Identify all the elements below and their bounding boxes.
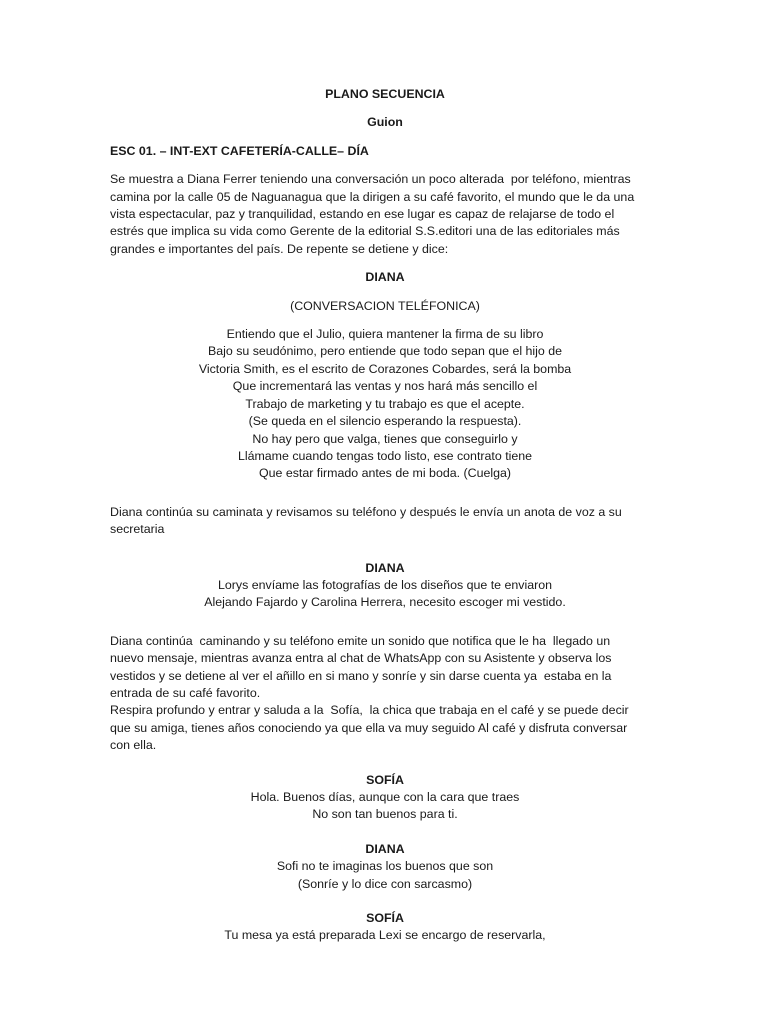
paragraph-line: nuevo mensaje, mientras avanza entra al chat de WhatsApp con su Asistente y observa los [110, 651, 612, 666]
action-paragraph-1 [110, 171, 660, 258]
paragraph-line: que su amiga, tienes años conociendo ya que ella va muy seguido Al café y disfruta conversar [110, 720, 628, 735]
dialogue-line: Tu mesa ya está preparada Lexi se encargo de reservarla, [224, 928, 546, 943]
parenthetical: (CONVERSACION TELÉFONICA) [290, 298, 480, 313]
document-title: PLANO SECUENCIA [325, 87, 445, 101]
dialogue-block-5 [110, 927, 660, 944]
dialogue-line: Victoria Smith, es el escrito de Corazones Cobardes, será la bomba [198, 361, 572, 376]
paragraph-line: secretaria [110, 522, 165, 537]
action-paragraph-2 [110, 504, 660, 539]
character-name: DIANA [365, 270, 405, 285]
paragraph-line: grandes e importantes del país. De repente se detiene y dice: [110, 241, 449, 256]
character-name: DIANA [365, 841, 405, 856]
dialogue-line: No son tan buenos para ti. [312, 807, 458, 822]
dialogue-line: Hola. Buenos días, aunque con la cara que traes [250, 790, 520, 804]
dialogue-line: No hay pero que valga, tienes que conseguirlo y [252, 431, 518, 446]
script-page [110, 86, 660, 945]
dialogue-line: Que incrementará las ventas y nos hará más sencillo el [232, 379, 538, 394]
paragraph-line: entrada de su café favorito. [110, 685, 261, 700]
dialogue-line: Lorys envíame las fotografías de los diseños que te enviaron [217, 577, 553, 592]
paragraph-line: vestidos y se detiene al ver el añillo en si mano y sonríe y sin darse cuenta ya estaba en la [110, 668, 612, 683]
dialogue-line: Llámame cuando tengas todo listo, ese contrato tiene [237, 448, 533, 463]
dialogue-line: Bajo su seudónimo, pero entiende que todo sepan que el hijo de [207, 344, 563, 359]
character-name: SOFÍA [366, 911, 404, 926]
dialogue-line: (Se queda en el silencio esperando la respuesta). [248, 414, 522, 429]
dialogue-line: Que estar firmado antes de mi boda. (Cuelga) [258, 466, 512, 481]
character-name: SOFÍA [366, 772, 404, 787]
paragraph-line: Se muestra a Diana Ferrer teniendo una conversación un poco alterada por teléfono, mientras [110, 172, 631, 187]
paragraph-line: camina por la calle 05 de Naguanagua que la dirigen a su café favorito, el mundo que le da una [110, 189, 635, 204]
dialogue-block-4 [110, 858, 660, 893]
document-subtitle: Guion [367, 115, 403, 130]
paragraph-line: vista espectacular, paz y tranquilidad, estando en ese lugar es capaz de relajarse de todo el [110, 207, 615, 222]
dialogue-line: Trabajo de marketing y tu trabajo es que el acepte. [245, 396, 525, 411]
dialogue-line: Sofi no te imaginas los buenos que son [276, 859, 494, 874]
dialogue-block-1 [110, 326, 660, 483]
paragraph-line: estrés que implica su vida como Gerente de la editorial S.S.editori una de las editoriales más [110, 224, 620, 239]
paragraph-line: Respira profundo y entrar y saluda a la Sofía, la chica que trabaja en el café y se puede decir [110, 703, 629, 718]
scene-heading: ESC 01. – INT-EXT CAFETERÍA-CALLE– DÍA [110, 143, 369, 158]
dialogue-line: Alejando Fajardo y Carolina Herrera, necesito escoger mi vestido. [204, 595, 566, 610]
dialogue-line: Entiendo que el Julio, quiera mantener la firma de su libro [226, 327, 544, 342]
paragraph-line: con ella. [110, 738, 157, 753]
dialogue-block-2 [110, 577, 660, 612]
paragraph-line: Diana continúa caminando y su teléfono emite un sonido que notifica que le ha llegado un [110, 633, 611, 648]
dialogue-line: (Sonríe y lo dice con sarcasmo) [297, 876, 473, 891]
character-name: DIANA [365, 560, 405, 575]
action-paragraph-3 [110, 633, 660, 755]
dialogue-block-3 [110, 789, 660, 824]
paragraph-line: Diana continúa su caminata y revisamos su teléfono y después le envía un anota de voz a su [110, 504, 622, 519]
